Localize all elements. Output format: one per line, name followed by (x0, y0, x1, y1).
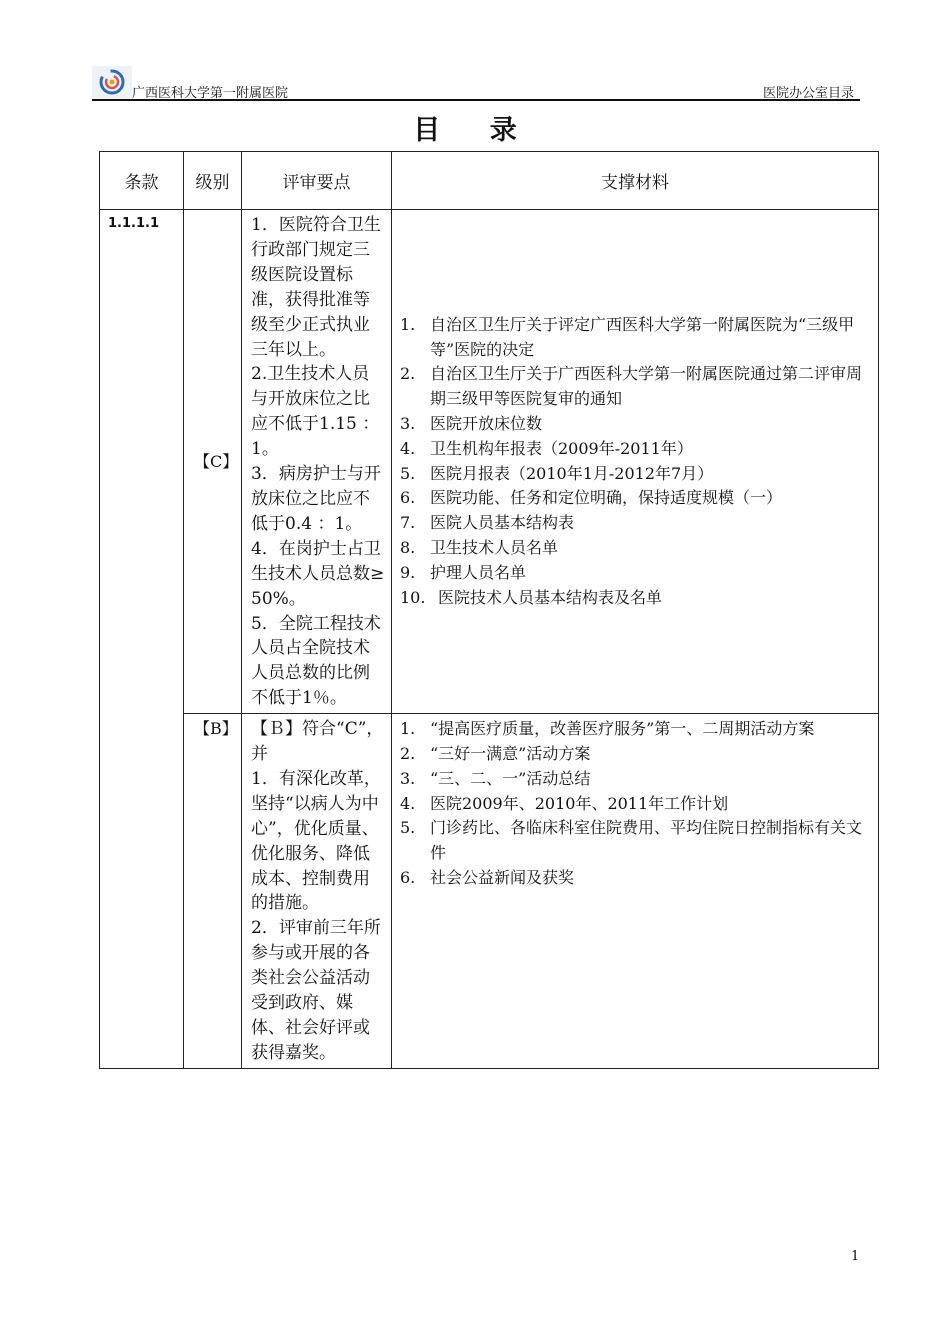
level-c: 【C】 (184, 210, 242, 714)
list-item: 10. 医院技术人员基本结构表及名单 (400, 587, 663, 607)
list-item: 1．医院符合卫生行政部门规定三级医院设置标准，获得批准等级至少正式执业三年以上。 (251, 215, 381, 360)
list-item: 5. 门诊药比、各临床科室住院费用、平均住院日控制指标有关文件 (400, 818, 863, 863)
list-item: 3. “三、二、一”活动总结 (400, 768, 591, 788)
list-item: 6. 医院功能、任务和定位明确，保持适度规模（一） (400, 488, 783, 508)
header-materials: 支撑材料 (392, 152, 879, 210)
list-item: 2. 自治区卫生厅关于广西医科大学第一附属医院通过第二评审周期三级甲等医院复审的通知 (400, 364, 863, 409)
hospital-logo (92, 66, 132, 100)
list-item: 4. 卫生机构年报表（2009年-2011年） (400, 438, 693, 458)
list-item: 3. 医院开放床位数 (400, 413, 543, 433)
header-level: 级别 (184, 152, 242, 210)
list-item: 2．评审前三年所参与或开展的各类社会公益活动受到政府、媒体、社会好评或获得嘉奖。 (251, 918, 381, 1063)
list-item: 【Ｂ】符合“C”，并 (251, 719, 384, 765)
table-row (100, 714, 879, 1069)
level-b: 【B】 (184, 714, 242, 1069)
list-item: 3．病房护士与开放床位之比应不低于0.4 ：1。 (251, 464, 381, 534)
hospital-name: 广西医科大学第一附属医院 (132, 86, 289, 101)
points-c (242, 210, 392, 714)
list-item: 9. 护理人员名单 (400, 562, 527, 582)
list-item: 7. 医院人员基本结构表 (400, 513, 575, 533)
materials-b (392, 714, 879, 1069)
table-header-row (100, 152, 879, 210)
review-table (99, 151, 879, 1069)
list-item: 5. 医院月报表（2010年1月-2012年7月） (400, 463, 714, 483)
header-points: 评审要点 (242, 152, 392, 210)
table-row (100, 210, 879, 714)
materials-c (392, 210, 879, 714)
list-item: 2. “三好一满意”活动方案 (400, 743, 591, 763)
list-item: 6. 社会公益新闻及获奖 (400, 867, 575, 887)
page-header (92, 66, 860, 100)
list-item: 1. “提高医疗质量，改善医疗服务”第一、二周期活动方案 (400, 719, 815, 739)
document-label: 医院办公室目录 (762, 86, 854, 101)
list-item: 1. 自治区卫生厅关于评定广西医科大学第一附属医院为“三级甲等”医院的决定 (400, 314, 855, 359)
list-item: 2.卫生技术人员与开放床位之比应不低于1.15 ：1。 (251, 364, 380, 460)
header-clause: 条款 (100, 152, 184, 210)
list-item: 4. 医院2009年、2010年、2011年工作计划 (400, 793, 729, 813)
list-item: 4．在岗护士占卫生技术人员总数≥50%。 (251, 538, 385, 609)
page-number: 1 (851, 1249, 860, 1264)
list-item: 8. 卫生技术人员名单 (400, 537, 559, 557)
header-rule (92, 99, 860, 101)
list-item: 5．全院工程技术人员占全院技术人员总数的比例不低于1％。 (251, 613, 381, 709)
points-b (242, 714, 392, 1069)
clause-number: 1.1.1.1 (100, 210, 184, 1069)
page-title: 目 录 (413, 115, 537, 146)
list-item: 1．有深化改革，坚持“以病人为中心”，优化质量、优化服务、降低成本、控制费用的措施。 (251, 768, 381, 914)
